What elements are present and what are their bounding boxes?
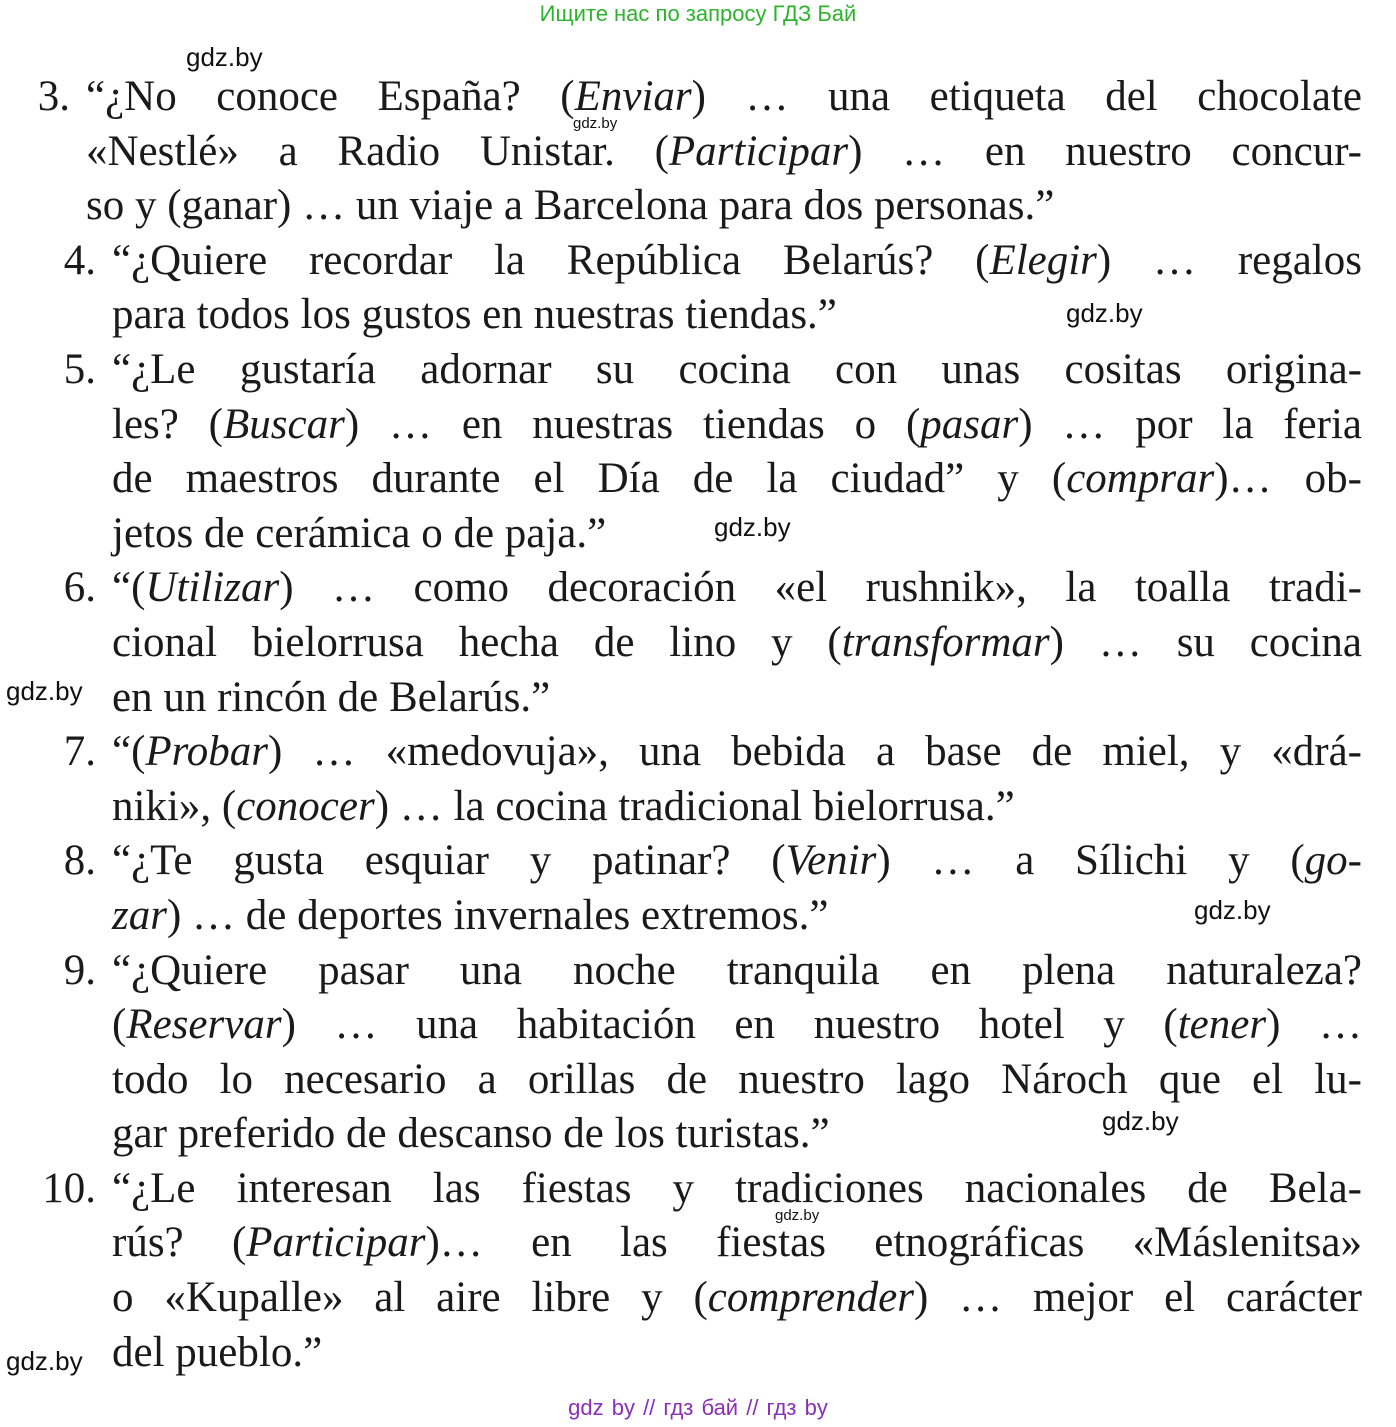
text-segment: ) … a Sílichi y ( bbox=[876, 837, 1305, 885]
item-number: 4. bbox=[63, 236, 96, 284]
text-segment: cional bielorrusa hecha de lino y ( bbox=[112, 618, 842, 666]
text-segment: gar preferido de descanso de los turistas.” bbox=[112, 1110, 830, 1158]
text-line bbox=[86, 70, 1362, 125]
verb-infinitive: Probar bbox=[145, 728, 269, 776]
verb-infinitive: Participar bbox=[246, 1219, 426, 1267]
item-number: 3. bbox=[37, 73, 70, 120]
verb-infinitive: go- bbox=[1304, 837, 1362, 885]
verb-infinitive: Buscar bbox=[223, 400, 345, 448]
text-line bbox=[112, 1326, 1362, 1381]
watermark: gdz.by bbox=[714, 512, 791, 542]
exercise-item bbox=[0, 234, 1362, 343]
exercise-item bbox=[0, 1162, 1362, 1380]
text-segment: de maestros durante el Día de la ciudad” y ( bbox=[112, 455, 1067, 503]
item-number: 6. bbox=[63, 564, 96, 612]
text-segment: en un rincón de Belarús.” bbox=[112, 673, 551, 721]
text-segment: )… ob- bbox=[1214, 455, 1362, 503]
text-line bbox=[112, 889, 1362, 944]
text-segment: ) … una habitación en nuestro hotel y ( bbox=[281, 1001, 1178, 1049]
item-number: 7. bbox=[63, 728, 96, 776]
verb-infinitive: conocer bbox=[236, 782, 375, 830]
text-segment: ) … bbox=[1266, 1001, 1362, 1049]
text-line bbox=[112, 452, 1362, 507]
text-line bbox=[112, 343, 1362, 398]
text-segment: “¿Te gusta esquiar y patinar? ( bbox=[112, 837, 786, 885]
watermark: gdz.by bbox=[1102, 1106, 1179, 1136]
verb-infinitive: Elegir bbox=[989, 236, 1097, 284]
exercise-item bbox=[0, 561, 1362, 725]
text-segment: niki», ( bbox=[112, 782, 237, 830]
watermark: gdz.by bbox=[775, 1207, 820, 1224]
text-line bbox=[112, 616, 1362, 671]
item-number: 9. bbox=[63, 946, 96, 994]
text-segment: «Nestlé» a Radio Unistar. ( bbox=[86, 127, 669, 175]
text-segment: rús? ( bbox=[112, 1219, 247, 1267]
watermark: gdz.by bbox=[1066, 298, 1143, 328]
text-line bbox=[112, 998, 1362, 1053]
text-segment: o «Kupalle» al aire libre y ( bbox=[112, 1274, 708, 1322]
exercise-item bbox=[0, 725, 1362, 834]
text-segment: ) … regalos bbox=[1096, 236, 1362, 284]
exercise-list bbox=[0, 70, 1396, 1380]
exercise-item bbox=[0, 834, 1362, 943]
text-segment: “¿Quiere recordar la República Belarús? ( bbox=[112, 236, 990, 284]
text-segment: )… en las fiestas etnográficas «Máslenitsa» bbox=[425, 1219, 1362, 1267]
text-line bbox=[112, 725, 1362, 780]
text-segment: del pueblo.” bbox=[112, 1328, 323, 1376]
item-number: 10. bbox=[42, 1164, 96, 1212]
text-line bbox=[112, 561, 1362, 616]
text-segment: jetos de cerámica o de paja.” bbox=[112, 509, 607, 557]
text-segment: todo lo necesario a orillas de nuestro lago Nároch que el lu- bbox=[112, 1055, 1362, 1103]
text-line bbox=[86, 125, 1362, 180]
text-line bbox=[112, 288, 1362, 343]
text-line bbox=[112, 671, 1362, 726]
text-line bbox=[112, 1271, 1362, 1326]
text-line bbox=[112, 1216, 1362, 1271]
item-number: 5. bbox=[63, 345, 96, 393]
text-line bbox=[112, 780, 1362, 835]
text-line bbox=[86, 179, 1362, 234]
verb-infinitive: Enviar bbox=[574, 73, 692, 120]
text-segment: “( bbox=[112, 728, 146, 776]
watermark: gdz.by bbox=[6, 676, 83, 706]
text-segment: ( bbox=[112, 1001, 127, 1049]
text-segment: ) … por la feria bbox=[1018, 400, 1362, 448]
item-number: 8. bbox=[63, 837, 96, 885]
watermark: gdz.by bbox=[1194, 895, 1271, 925]
text-line bbox=[112, 1053, 1362, 1108]
verb-infinitive: zar bbox=[112, 891, 167, 939]
verb-infinitive: Participar bbox=[668, 127, 849, 175]
verb-infinitive: pasar bbox=[920, 400, 1019, 448]
text-segment: ) … en nuestras tiendas o ( bbox=[344, 400, 921, 448]
text-line bbox=[112, 234, 1362, 289]
text-segment: ) … mejor el carácter bbox=[913, 1274, 1362, 1322]
text-segment: para todos los gustos en nuestras tiendas.” bbox=[112, 291, 837, 339]
text-segment: ) … de deportes invernales extremos.” bbox=[166, 891, 829, 939]
top-banner: Ищите нас по запросу ГДЗ Бай bbox=[539, 1, 857, 26]
text-segment: ) … «medovuja», una bebida a base de miel, y «drá- bbox=[268, 728, 1362, 776]
text-segment: ) … una etiqueta del chocolate bbox=[691, 73, 1362, 120]
text-line bbox=[112, 944, 1362, 999]
text-segment: “¿No conoce España? ( bbox=[86, 73, 575, 120]
text-segment: les? ( bbox=[112, 400, 224, 448]
verb-infinitive: transformar bbox=[841, 618, 1050, 666]
text-segment: ) … como decoración «el rushnik», la toalla tradi- bbox=[279, 564, 1362, 612]
text-segment: “¿Le gustaría adornar su cocina con unas cositas origina- bbox=[112, 345, 1362, 393]
text-segment: “( bbox=[112, 564, 146, 612]
exercise-item bbox=[0, 70, 1362, 234]
text-segment: “¿Quiere pasar una noche tranquila en plena naturaleza? bbox=[112, 946, 1362, 994]
exercise-item bbox=[0, 343, 1362, 561]
text-segment: ) … en nuestro concur- bbox=[848, 127, 1362, 175]
text-segment: so y (ganar) … un viaje a Barcelona para dos personas.” bbox=[86, 182, 1055, 230]
text-segment: ) … la cocina tradicional bielorrusa.” bbox=[374, 782, 1015, 830]
text-line bbox=[112, 398, 1362, 453]
text-line bbox=[112, 834, 1362, 889]
verb-infinitive: Reservar bbox=[126, 1001, 282, 1049]
verb-infinitive: comprender bbox=[707, 1274, 914, 1322]
watermark: gdz.by bbox=[573, 115, 618, 132]
verb-infinitive: comprar bbox=[1066, 455, 1215, 503]
watermark: gdz.by bbox=[6, 1346, 83, 1376]
verb-infinitive: Venir bbox=[785, 837, 877, 885]
verb-infinitive: Utilizar bbox=[145, 564, 280, 612]
text-line bbox=[112, 1162, 1362, 1217]
bottom-banner: gdz by // гдз бай // гдз by bbox=[568, 1395, 828, 1420]
verb-infinitive: tener bbox=[1177, 1001, 1267, 1049]
watermark: gdz.by bbox=[186, 42, 263, 72]
text-segment: “¿Le interesan las fiestas y tradiciones nacionales de Bela- bbox=[112, 1164, 1362, 1212]
text-segment: ) … su cocina bbox=[1049, 618, 1362, 666]
